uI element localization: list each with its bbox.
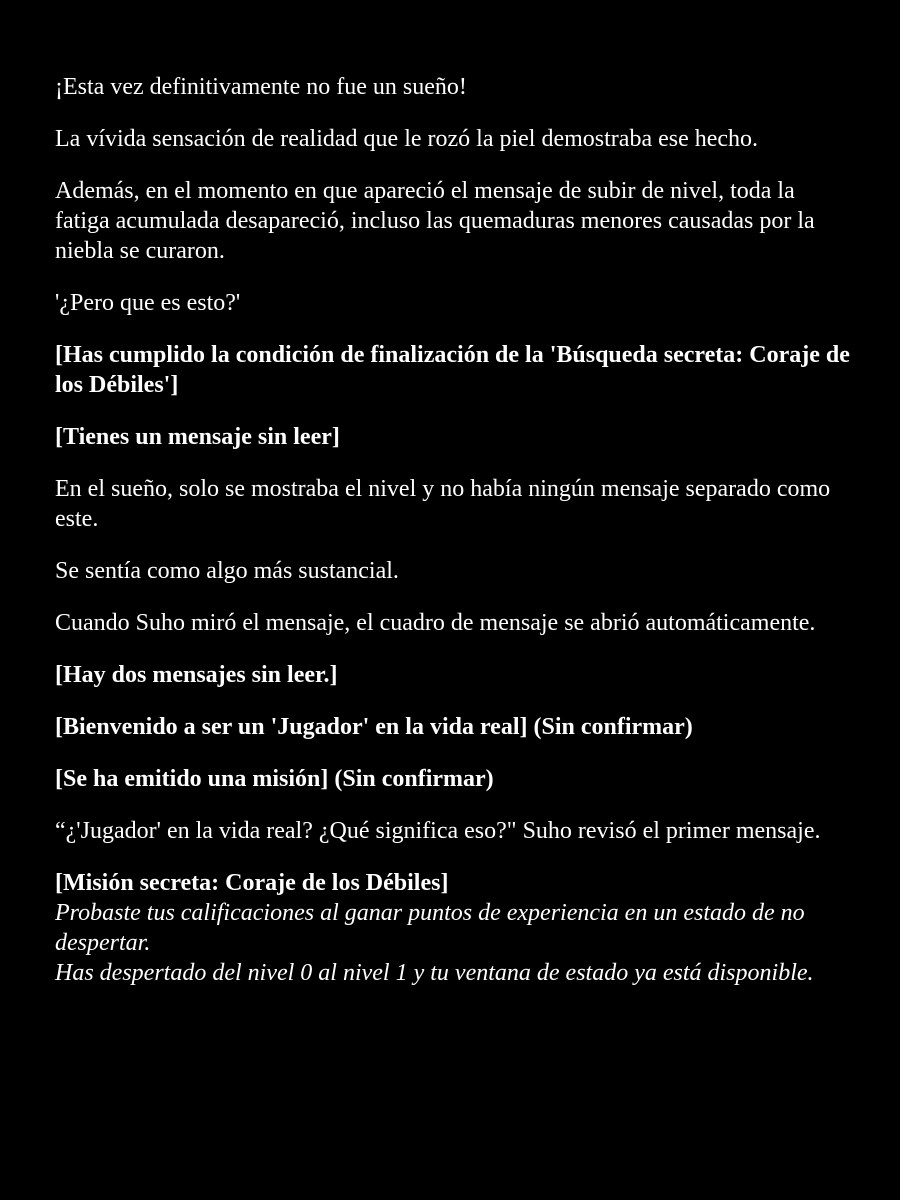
narrative-paragraph: “¿'Jugador' en la vida real? ¿Qué significa eso?" Suho revisó el primer mensaje. xyxy=(55,818,821,844)
mission-description-line: Has despertado del nivel 0 al nivel 1 y tu ventana de estado ya está disponible. xyxy=(55,960,814,986)
system-message: [Hay dos mensajes sin leer.] xyxy=(55,662,338,688)
system-message: [Se ha emitido una misión] (Sin confirmar) xyxy=(55,766,494,792)
paragraph-list xyxy=(55,72,855,846)
mission-message-block xyxy=(55,868,855,988)
document-page xyxy=(55,72,855,988)
narrative-paragraph: ¡Esta vez definitivamente no fue un sueño! xyxy=(55,74,467,100)
system-message: [Has cumplido la condición de finalización de la 'Búsqueda secreta: Coraje de los Débiles'] xyxy=(55,342,850,398)
narrative-paragraph: La vívida sensación de realidad que le rozó la piel demostraba ese hecho. xyxy=(55,126,759,152)
narrative-paragraph: En el sueño, solo se mostraba el nivel y no había ningún mensaje separado como este. xyxy=(55,476,831,532)
system-message: [Tienes un mensaje sin leer] xyxy=(55,424,340,450)
mission-description-line: Probaste tus calificaciones al ganar puntos de experiencia en un estado de no despertar. xyxy=(55,900,805,956)
narrative-paragraph: Además, en el momento en que apareció el mensaje de subir de nivel, toda la fatiga acumulada desapareció, incluso las quemaduras menores causadas por la niebla se curaron. xyxy=(55,178,815,264)
narrative-paragraph: '¿Pero que es esto?' xyxy=(55,290,241,316)
narrative-paragraph: Se sentía como algo más sustancial. xyxy=(55,558,399,584)
system-message: [Bienvenido a ser un 'Jugador' en la vida real] (Sin confirmar) xyxy=(55,714,693,740)
narrative-paragraph: Cuando Suho miró el mensaje, el cuadro de mensaje se abrió automáticamente. xyxy=(55,610,816,636)
mission-title: [Misión secreta: Coraje de los Débiles] xyxy=(55,870,449,896)
